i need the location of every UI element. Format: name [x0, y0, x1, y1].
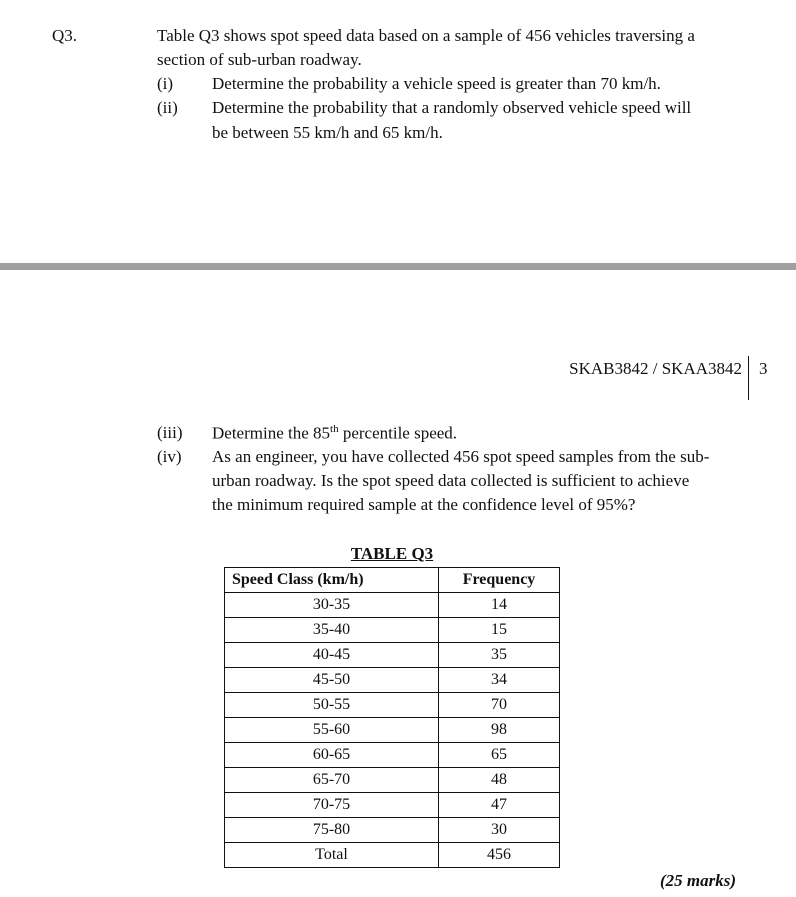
- page-break-divider: [0, 263, 796, 270]
- part-iv-line-2: urban roadway. Is the spot speed data collected is sufficient to achieve: [212, 471, 690, 490]
- part-iii-text-after: percentile speed.: [338, 423, 458, 443]
- total-label-cell: Total: [225, 843, 439, 868]
- speed-frequency-table: [224, 567, 560, 868]
- part-ii-line-2: be between 55 km/h and 65 km/h.: [212, 123, 443, 142]
- speed-class-cell: 35-40: [225, 618, 439, 643]
- part-iii-text-before: Determine the 85: [212, 423, 331, 443]
- speed-class-cell: 50-55: [225, 693, 439, 718]
- frequency-cell: 48: [439, 768, 560, 793]
- table-row: [225, 643, 560, 668]
- part-ii-line-1: Determine the probability that a randomly observed vehicle speed will: [212, 98, 692, 117]
- question-number: Q3.: [52, 26, 78, 45]
- table-header-row: [225, 568, 560, 593]
- frequency-cell: 14: [439, 593, 560, 618]
- table-body: [225, 593, 560, 868]
- table-row: [225, 693, 560, 718]
- part-iv-label: (iv): [157, 447, 182, 466]
- table-row: [225, 793, 560, 818]
- part-iii-label: (iii): [157, 423, 183, 442]
- part-iv-line-1: As an engineer, you have collected 456 spot speed samples from the sub-: [212, 447, 710, 466]
- table-row: [225, 668, 560, 693]
- frequency-cell: 15: [439, 618, 560, 643]
- marks-allocation: (25 marks): [659, 871, 736, 890]
- speed-class-cell: 30-35: [225, 593, 439, 618]
- table-row: [225, 618, 560, 643]
- column-header-frequency: Frequency: [439, 568, 560, 593]
- speed-class-cell: 55-60: [225, 718, 439, 743]
- part-ii-label: (ii): [157, 98, 178, 117]
- part-iv-line-3: the minimum required sample at the confidence level of 95%?: [212, 495, 636, 514]
- table-row: [225, 743, 560, 768]
- intro-line-1: Table Q3 shows spot speed data based on a sample of 456 vehicles traversing a: [157, 26, 695, 45]
- part-iii-text: [212, 423, 457, 444]
- speed-class-cell: 70-75: [225, 793, 439, 818]
- table-row: [225, 718, 560, 743]
- table-row: [225, 818, 560, 843]
- frequency-cell: 30: [439, 818, 560, 843]
- speed-class-cell: 40-45: [225, 643, 439, 668]
- speed-class-cell: 45-50: [225, 668, 439, 693]
- course-codes: SKAB3842 / SKAA3842: [569, 359, 742, 378]
- page-number: 3: [759, 359, 768, 378]
- table-row: [225, 593, 560, 618]
- total-value-cell: 456: [439, 843, 560, 868]
- frequency-cell: 35: [439, 643, 560, 668]
- table-caption: TABLE Q3: [350, 544, 434, 563]
- column-header-speed-class: Speed Class (km/h): [225, 568, 439, 593]
- frequency-cell: 98: [439, 718, 560, 743]
- speed-class-cell: 75-80: [225, 818, 439, 843]
- frequency-cell: 65: [439, 743, 560, 768]
- speed-class-cell: 60-65: [225, 743, 439, 768]
- table-total-row: [225, 843, 560, 868]
- header-divider: [748, 356, 749, 400]
- part-i-text: Determine the probability a vehicle speed is greater than 70 km/h.: [212, 74, 661, 93]
- table-row: [225, 768, 560, 793]
- part-iii-superscript: th: [330, 423, 339, 435]
- frequency-cell: 47: [439, 793, 560, 818]
- frequency-cell: 70: [439, 693, 560, 718]
- speed-class-cell: 65-70: [225, 768, 439, 793]
- part-i-label: (i): [157, 74, 174, 93]
- frequency-cell: 34: [439, 668, 560, 693]
- intro-line-2: section of sub-urban roadway.: [157, 50, 362, 69]
